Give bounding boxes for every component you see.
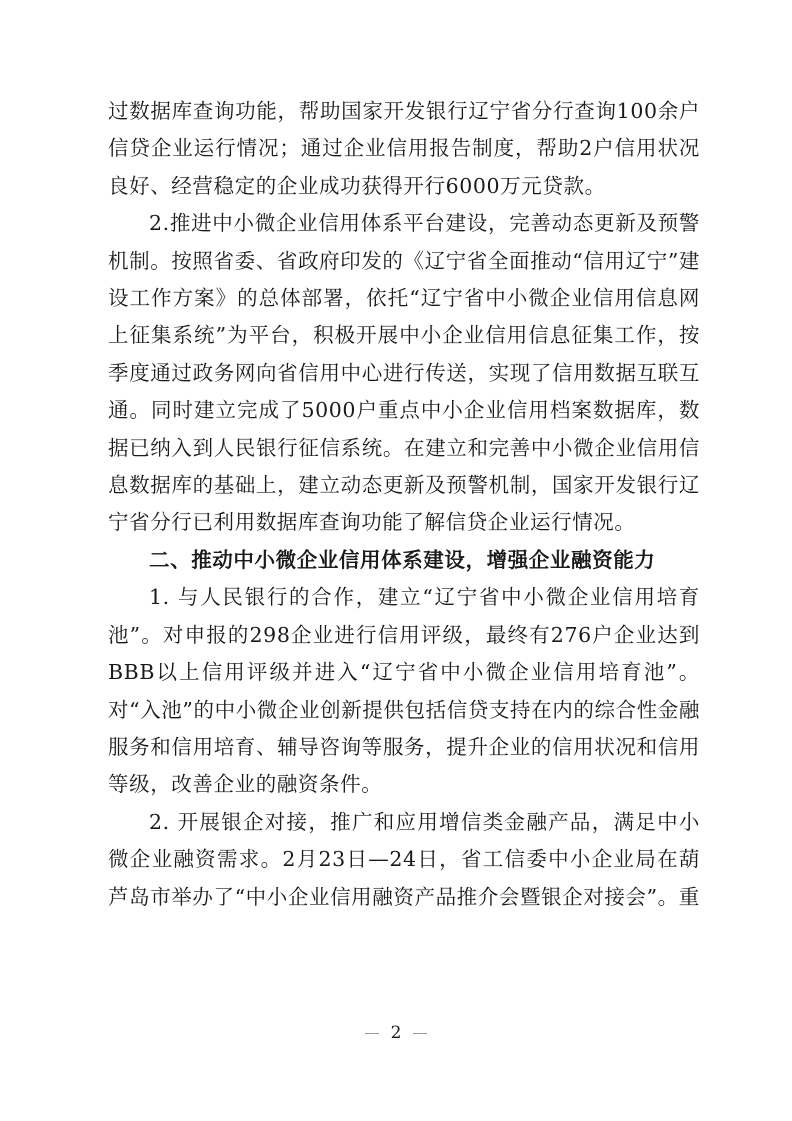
- section-heading: 二、推动中小微企业信用体系建设，增强企业融资能力: [149, 547, 656, 572]
- paragraph-credit-pool: 1. 与人民银行的合作，建立“辽宁省中小微企业信用培育池”。对申报的298企业进行信用评级，最终有276户企业达到BBB以上信用评级并进入“辽宁省中小微企业信用培育池”。对“入池”的中小微企业创新提供包括信贷支持在内的综合性金融服务和信用培育、辅导咨询等服务，提升企业的信用状况和信用等级，改善企业的融资条件。: [108, 585, 700, 797]
- paragraph-bank-enterprise: 2. 开展银企对接，推广和应用增信类金融产品，满足中小微企业融资需求。2月23日—24日，省工信委中小企业局在葫芦岛市举办了“中小企业信用融资产品推介会暨银企对接会”。重: [108, 809, 700, 909]
- footer-dash-left: [365, 1033, 379, 1034]
- paragraph-continuation: 过数据库查询功能，帮助国家开发银行辽宁省分行查询100余户信贷企业运行情况；通过企业信用报告制度，帮助2户信用状况良好、经营稳定的企业成功获得开行6000万元贷款。: [108, 99, 700, 198]
- footer-dash-right: [413, 1033, 427, 1034]
- paragraph-credit-platform: 2.推进中小微企业信用体系平台建设，完善动态更新及预警机制。按照省委、省政府印发的《辽宁省全面推动“信用辽宁”建设工作方案》的总体部署，依托“辽宁省中小微企业信用信息网上征集系统”为平台，积极开展中小企业信用信息征集工作，按季度通过政务网向省信用中心进行传送，实现了信用数据互联互通。同时建立完成了5000户重点中小企业信用档案数据库，数据已纳入到人民银行征信系统。在建立和完善中小微企业信用信息数据库的基础上，建立动态更新及预警机制，国家开发银行辽宁省分行已利用数据库查询功能了解信贷企业运行情况。: [108, 211, 700, 535]
- document-body: [108, 93, 700, 916]
- page-footer: [0, 1021, 792, 1045]
- page-number: 2: [390, 1023, 402, 1043]
